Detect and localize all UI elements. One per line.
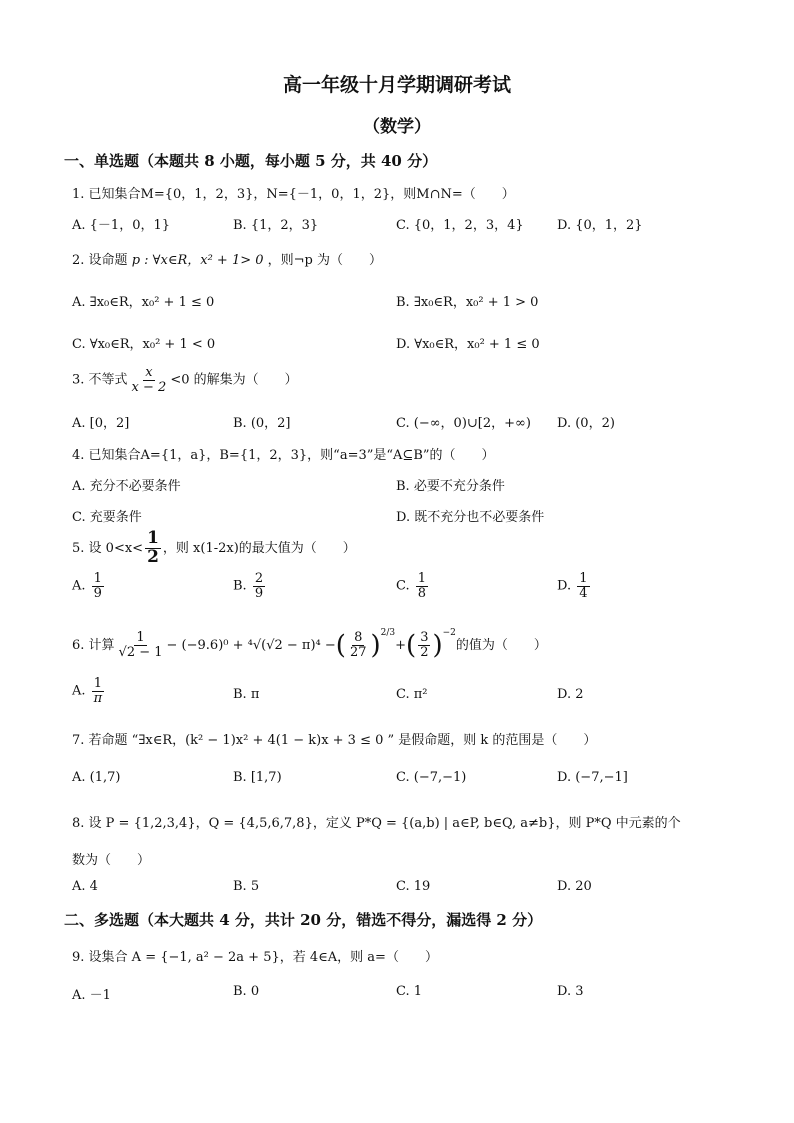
question-3-option-a: A. [0，2] — [72, 416, 130, 431]
question-9-option-c: C. 1 — [396, 984, 423, 999]
question-5-fraction-num: 1 — [147, 528, 159, 548]
question-2-option-c: C. ∀x₀∈R，x₀² + 1 < 0 — [72, 337, 216, 352]
question-6-fraction-1-den: √2 − 1 — [118, 645, 163, 660]
question-5-option-b-label: B. — [233, 578, 247, 594]
question-8-option-b: B. 5 — [233, 879, 260, 894]
question-8-option-a: A. 4 — [72, 879, 98, 894]
question-6-stem-suffix: 的值为（ ） — [455, 638, 547, 653]
question-4-option-d: D. 既不充分也不必要条件 — [396, 510, 545, 525]
question-5-stem-suffix: ，则 x(1-2x)的最大值为（ ） — [162, 540, 356, 556]
question-6-fraction-3-den: 2 — [420, 645, 429, 660]
question-6-option-a-num: 1 — [93, 676, 103, 691]
question-5-option-d-fraction — [577, 572, 589, 600]
question-9-option-b: B. 0 — [233, 984, 260, 999]
question-3-stem-prefix: 3. 不等式 — [72, 372, 128, 388]
question-3-option-c: C. (−∞，0)∪[2，+∞) — [396, 416, 531, 431]
question-5-option-b-den: 9 — [254, 585, 264, 601]
question-5-stem-prefix: 5. 设 0<x< — [72, 540, 144, 556]
question-6-fraction-3 — [418, 631, 430, 659]
question-9-option-a: A. －1 — [72, 988, 111, 1003]
question-5-option-c-den: 8 — [417, 585, 427, 601]
question-5-option-b-fraction — [253, 572, 265, 600]
question-3-stem — [72, 366, 298, 394]
question-7-option-d: D. (−7,−1] — [557, 770, 628, 785]
question-5-option-a-den: 9 — [93, 585, 102, 601]
question-2-option-b: B. ∃x₀∈R，x₀² + 1 > 0 — [396, 295, 539, 310]
question-6-option-a-label: A. — [72, 683, 86, 699]
question-6-option-b: B. π — [233, 687, 260, 702]
exam-title: 高一年级十月学期调研考试 — [282, 74, 511, 96]
question-3-option-b: B. (0，2] — [233, 416, 291, 431]
question-1-option-d: D. {0，1，2} — [557, 218, 643, 233]
question-8-option-d: D. 20 — [557, 879, 592, 894]
question-6-stem — [72, 628, 547, 660]
question-5-option-c-label: C. — [396, 578, 410, 594]
question-6-exponent-2: 2/3 — [380, 628, 396, 638]
question-3-fraction-den: x − 2 — [131, 379, 167, 395]
question-2-stem — [72, 249, 382, 268]
question-1-option-c: C. {0，1，2，3，4} — [396, 218, 524, 233]
question-5-fraction — [145, 530, 161, 567]
question-3-fraction-num: x — [145, 365, 153, 380]
question-5-option-a-num: 1 — [93, 571, 102, 586]
question-5-option-d-num: 1 — [579, 571, 588, 586]
question-6-stem-prefix: 6. 计算 — [72, 638, 115, 653]
question-6-plus: + — [395, 638, 407, 653]
question-1-option-a: A. {－1，0，1} — [72, 218, 171, 233]
question-2-proposition: p : ∀x∈R，x² + 1> 0 — [131, 253, 264, 268]
question-1-option-b: B. {1，2，3} — [233, 218, 319, 233]
section-single-choice: 一、单选题（本题共 8 小题，每小题 5 分，共 40 分） — [64, 152, 438, 170]
question-5-option-d-den: 4 — [579, 585, 588, 601]
question-1-stem: 1. 已知集合M={0，1，2，3}，N={－1，0，1，2}，则M∩N=（ ） — [72, 187, 515, 202]
question-5-option-b-num: 2 — [254, 571, 264, 586]
question-4-option-a: A. 充分不必要条件 — [72, 479, 181, 494]
question-5-option-a — [72, 572, 106, 600]
question-9-stem: 9. 设集合 A = {−1, a² − 2a + 5}，若 4∈A，则 a=（ ） — [72, 950, 438, 965]
question-5-option-a-label: A. — [72, 578, 86, 594]
question-6-option-a-fraction — [92, 677, 105, 705]
question-8-option-c: C. 19 — [396, 879, 431, 894]
question-6-option-d: D. 2 — [557, 687, 584, 702]
question-5-option-c — [396, 572, 430, 600]
question-2-stem-suffix: ，则¬p 为（ ） — [267, 253, 383, 268]
question-2-stem-prefix: 2. 设命题 — [72, 253, 128, 268]
question-4-stem: 4. 已知集合A={1，a}，B={1，2，3}，则“a=3”是“A⊆B”的（ ） — [72, 448, 495, 463]
question-7-option-a: A. (1,7) — [72, 770, 121, 785]
question-3-stem-suffix: <0 的解集为（ ） — [170, 372, 298, 388]
question-6-fraction-3-num: 3 — [420, 630, 429, 646]
question-5-option-d-label: D. — [557, 578, 572, 594]
left-paren: ( — [406, 630, 417, 661]
question-6-exponent-3: −2 — [442, 628, 456, 638]
question-5-fraction-den: 2 — [147, 546, 159, 567]
question-3-option-d: D. (0，2) — [557, 416, 615, 431]
question-5-option-b — [233, 572, 267, 600]
question-3-fraction — [130, 366, 169, 394]
question-2-option-a: A. ∃x₀∈R，x₀² + 1 ≤ 0 — [72, 295, 215, 310]
question-6-option-a-den: π — [93, 690, 103, 706]
question-6-fraction-1 — [117, 631, 165, 659]
question-5-stem — [72, 530, 356, 567]
question-5-option-a-fraction — [92, 572, 104, 600]
question-5-option-d — [557, 572, 592, 600]
question-6-option-a — [72, 677, 106, 705]
left-paren: ( — [335, 630, 346, 661]
right-paren: ) — [432, 630, 443, 661]
question-4-option-b: B. 必要不充分条件 — [396, 479, 505, 494]
question-8-stem-line-1: 8. 设 P = {1,2,3,4}，Q = {4,5,6,7,8}，定义 P*Q = {(a,b) | a∈P, b∈Q, a≠b}，则 P*Q 中元素的个 — [72, 816, 681, 831]
question-6-fraction-2 — [348, 631, 369, 659]
question-4-option-c: C. 充要条件 — [72, 510, 142, 525]
question-6-expression: − (−9.6)⁰ + ⁴√(√2 − π)⁴ − — [166, 638, 336, 653]
question-8-stem-line-2: 数为（ ） — [72, 853, 151, 868]
question-2-option-d: D. ∀x₀∈R，x₀² + 1 ≤ 0 — [396, 337, 540, 352]
question-7-stem: 7. 若命题 “∃x∈R，(k² − 1)x² + 4(1 − k)x + 3 ≤ 0 ” 是假命题，则 k 的范围是（ ） — [72, 733, 597, 748]
exam-subtitle: （数学） — [363, 117, 431, 137]
question-7-option-b: B. [1,7) — [233, 770, 282, 785]
question-7-option-c: C. (−7,−1) — [396, 770, 467, 785]
right-paren: ) — [370, 630, 381, 661]
question-5-option-c-num: 1 — [417, 571, 427, 586]
section-multiple-choice: 二、多选题（本大题共 4 分，共计 20 分，错选不得分，漏选得 2 分） — [64, 911, 543, 929]
question-9-option-d: D. 3 — [557, 984, 584, 999]
question-6-fraction-2-num: 8 — [354, 630, 363, 646]
question-6-option-c: C. π² — [396, 687, 428, 702]
question-5-option-c-fraction — [416, 572, 428, 600]
question-6-fraction-2-den: 27 — [349, 645, 367, 660]
question-6-fraction-1-num: 1 — [136, 630, 145, 646]
